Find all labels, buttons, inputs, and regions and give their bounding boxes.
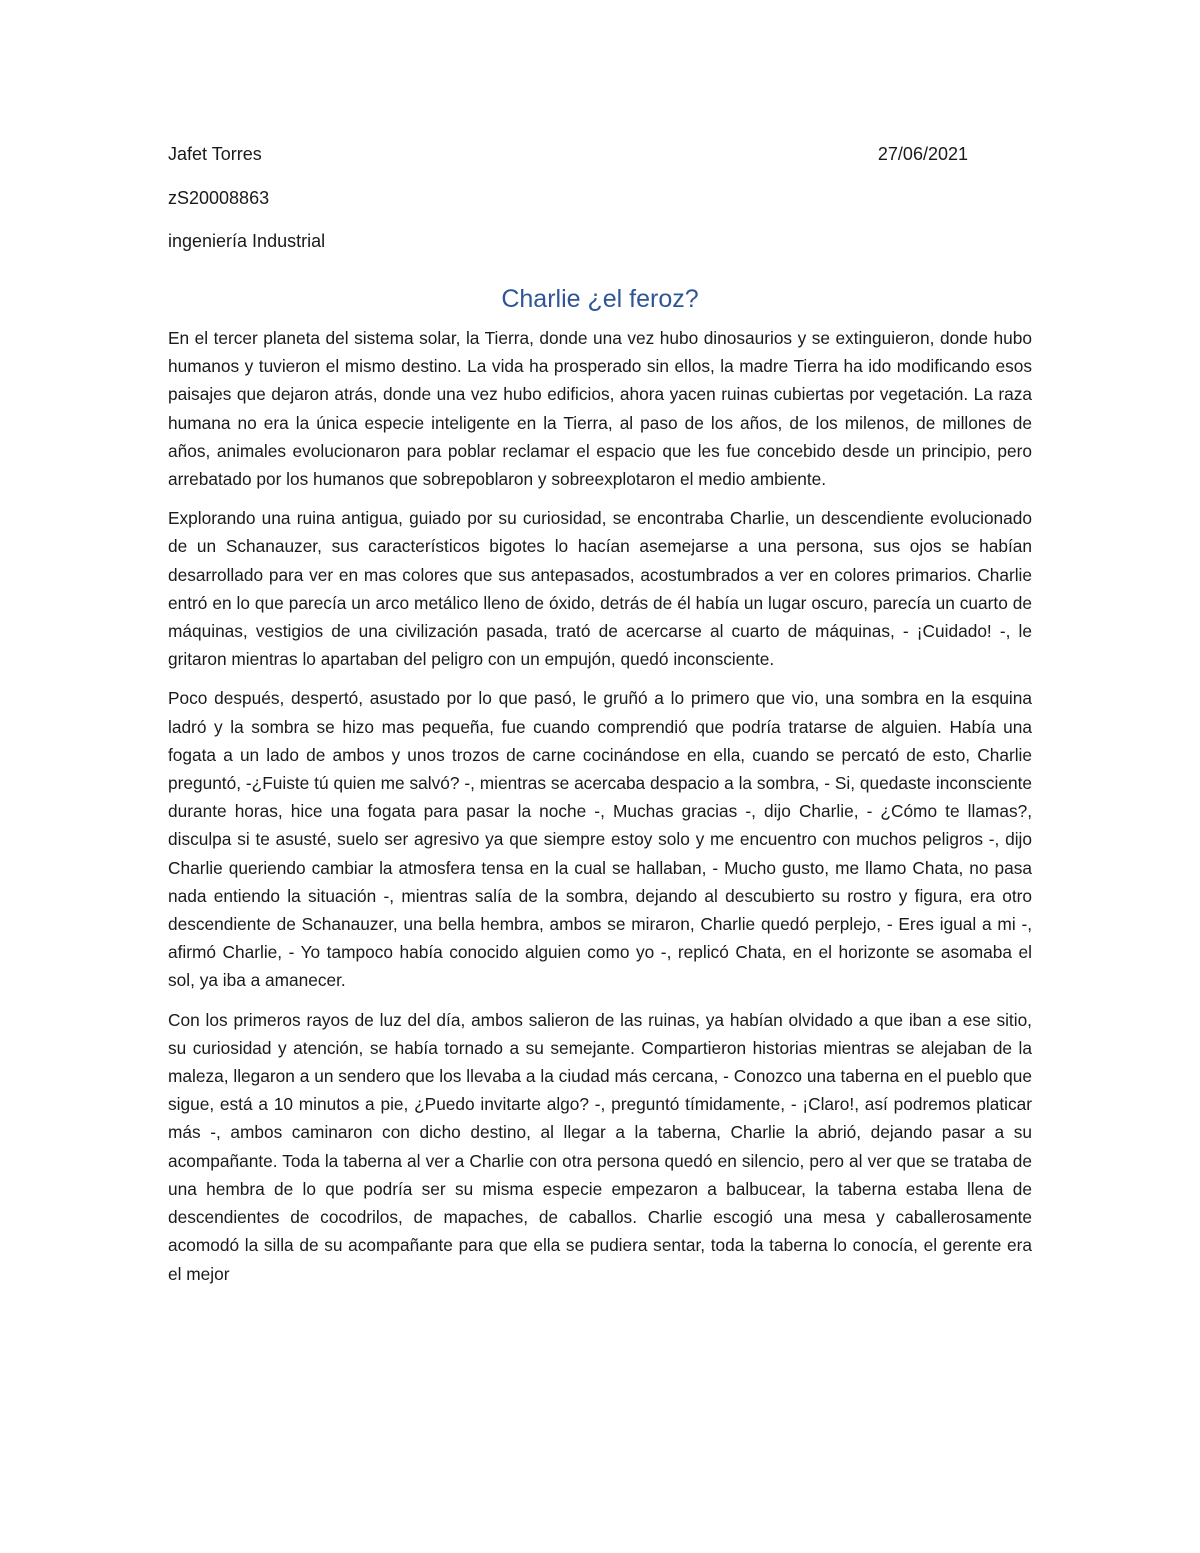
program-row (168, 228, 968, 254)
document-title: Charlie ¿el feroz? (501, 285, 699, 313)
paragraph-2: Explorando una ruina antigua, guiado por su curiosidad, se encontraba Charlie, un descendiente evolucionado de un Schanauzer, sus característicos bigotes lo hacían asemejarse a una persona, sus ojos se habían desarrollado para ver en mas colores que sus antepasados, acostumbrados a ver en colores primarios. Charlie entró en lo que parecía un arco metálico lleno de óxido, detrás de él había un lugar oscuro, parecía un cuarto de máquinas, vestigios de una civilización pasada, trató de acercarse al cuarto de máquinas, - ¡Cuidado! -, le gritaron mientras lo apartaban del peligro con un empujón, quedó inconsciente. (168, 508, 1032, 670)
paragraph-4: Con los primeros rayos de luz del día, ambos salieron de las ruinas, ya habían olvidado a que iban a ese sitio, su curiosidad y atención, se había tornado a su semejante. Compartieron historias mientras se alejaban de la maleza, llegaron a un sendero que los llevaba a la ciudad más cercana, - Conozco una taberna en el pueblo que sigue, está a 10 minutos a pie, ¿Puedo invitarte algo? -, preguntó tímidamente, - ¡Claro!, así podremos platicar más -, ambos caminaron con dicho destino, al llegar a la taberna, Charlie la abrió, dejando pasar a su acompañante. Toda la taberna al ver a Charlie con otra persona quedó en silencio, pero al ver que se trataba de una hembra de lo que podría ser su misma especie empezaron a balbucear, la taberna estaba llena de descendientes de cocodrilos, de mapaches, de caballos. Charlie escogió una mesa y caballerosamente acomodó la silla de su acompañante para que ella se pudiera sentar, toda la taberna lo conocía, el gerente era el mejor (168, 1009, 1032, 1284)
paragraph-1: En el tercer planeta del sistema solar, la Tierra, donde una vez hubo dinosaurios y se extinguieron, donde hubo humanos y tuvieron el mismo destino. La vida ha prosperado sin ellos, la madre Tierra ha ido modificando esos paisajes que dejaron atrás, donde una vez hubo edificios, ahora yacen ruinas cubiertas por vegetación. La raza humana no era la única especie inteligente en la Tierra, al paso de los años, de los milenos, de millones de años, animales evolucionaron para poblar reclamar el espacio que les fue concebido desde un principio, pero arrebatado por los humanos que sobrepoblaron y sobreexplotaron el medio ambiente. (168, 328, 1032, 490)
document-body (168, 324, 1032, 1299)
paragraph-3: Poco después, despertó, asustado por lo que pasó, le gruñó a lo primero que vio, una sombra en la esquina ladró y la sombra se hizo mas pequeña, fue cuando comprendió que podría tratarse de alguien. Había una fogata a un lado de ambos y unos trozos de carne cocinándose en ella, cuando se percató de esto, Charlie preguntó, -¿Fuiste tú quien me salvó? -, mientras se acercaba despacio a la sombra, - Si, quedaste inconsciente durante horas, hice una fogata para pasar la noche -, Muchas gracias -, dijo Charlie, - ¿Cómo te llamas?, disculpa si te asusté, suelo ser agresivo ya que siempre estoy solo y me encuentro con muchos peligros -, dijo Charlie queriendo cambiar la atmosfera tensa en la cual se hallaban, - Mucho gusto, me llamo Chata, no pasa nada entiendo la situación -, mientras salía de la sombra, dejando al descubierto su rostro y figura, era otro descendiente de Schanauzer, una bella hembra, ambos se miraron, Charlie quedó perplejo, - Eres igual a mi -, afirmó Charlie, - Yo tampoco había conocido alguien como yo -, replicó Chata, en el horizonte se asomaba el sol, ya iba a amanecer. (168, 688, 1032, 991)
program-name: ingeniería Industrial (168, 231, 326, 251)
student-id-row (168, 185, 968, 211)
header-row (168, 141, 968, 167)
student-id: zS20008863 (168, 188, 270, 208)
document-date: 27/06/2021 (877, 144, 968, 164)
author-name: Jafet Torres (168, 144, 262, 164)
